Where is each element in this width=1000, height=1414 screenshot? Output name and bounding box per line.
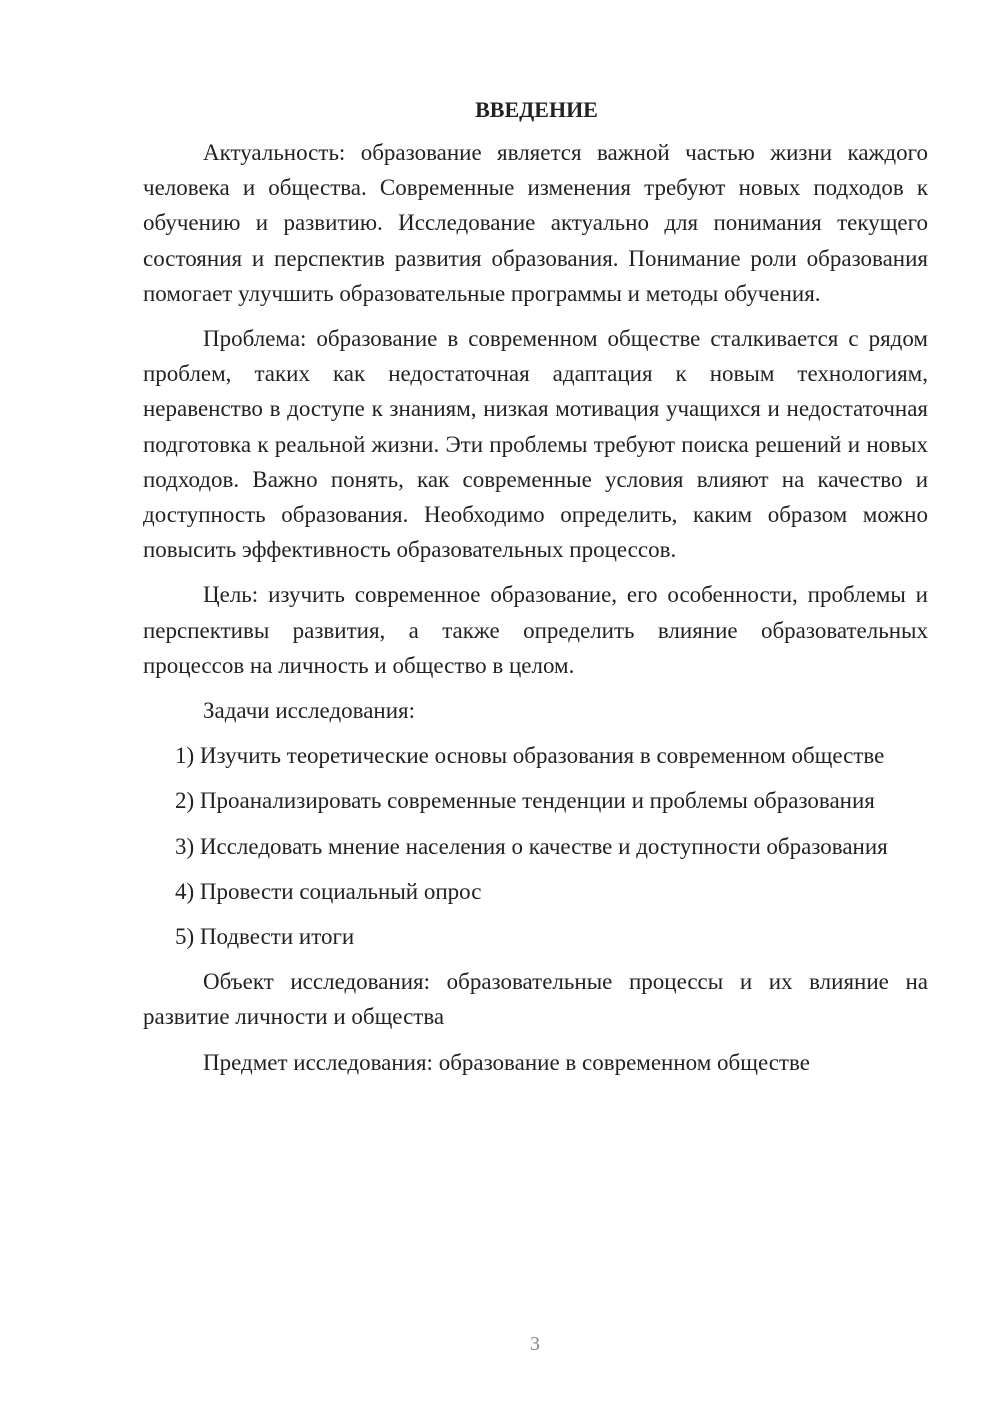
tasks-heading: Задачи исследования: bbox=[203, 698, 416, 724]
relevance-paragraph: Актуальность: образование является важной частью жизни каждого человека и общества. Современные изменения требуют новых подходов к обучению и развитию. Исследование актуально для понимания текущего состояния и перспектив развития образования. Понимание роли образования помогает улучшить образовательные программы и методы обучения. bbox=[143, 140, 928, 306]
task-item: 3) Исследовать мнение населения о качестве и доступности образования bbox=[175, 833, 888, 859]
object-paragraph: Объект исследования: образовательные процессы и их влияние на развитие личности и общества bbox=[143, 969, 928, 1030]
goal-paragraph: Цель: изучить современное образование, его особенности, проблемы и перспективы развития, а также определить влияние образовательных процессов на личность и общество в целом. bbox=[143, 582, 928, 678]
subject-paragraph: Предмет исследования: образование в современном обществе bbox=[203, 1049, 810, 1075]
task-item: 4) Провести социальный опрос bbox=[175, 878, 482, 904]
task-item: 5) Подвести итоги bbox=[175, 924, 355, 950]
problem-paragraph: Проблема: образование в современном обществе сталкивается с рядом проблем, таких как недостаточная адаптация к новым технологиям, неравенство в доступе к знаниям, низкая мотивация учащихся и недостаточная подготовка к реальной жизни. Эти проблемы требуют поиска решений и новых подходов. Важно понять, как современные условия влияют на качество и доступность образования. Необходимо определить, каким образом можно повысить эффективность образовательных процессов. bbox=[143, 326, 928, 563]
page-number: 3 bbox=[530, 1333, 540, 1355]
page-title: ВВЕДЕНИЕ bbox=[475, 97, 598, 122]
task-item: 1) Изучить теоретические основы образования в современном обществе bbox=[175, 743, 885, 769]
task-item: 2) Проанализировать современные тенденции и проблемы образования bbox=[175, 788, 875, 814]
page-content bbox=[143, 95, 928, 1080]
